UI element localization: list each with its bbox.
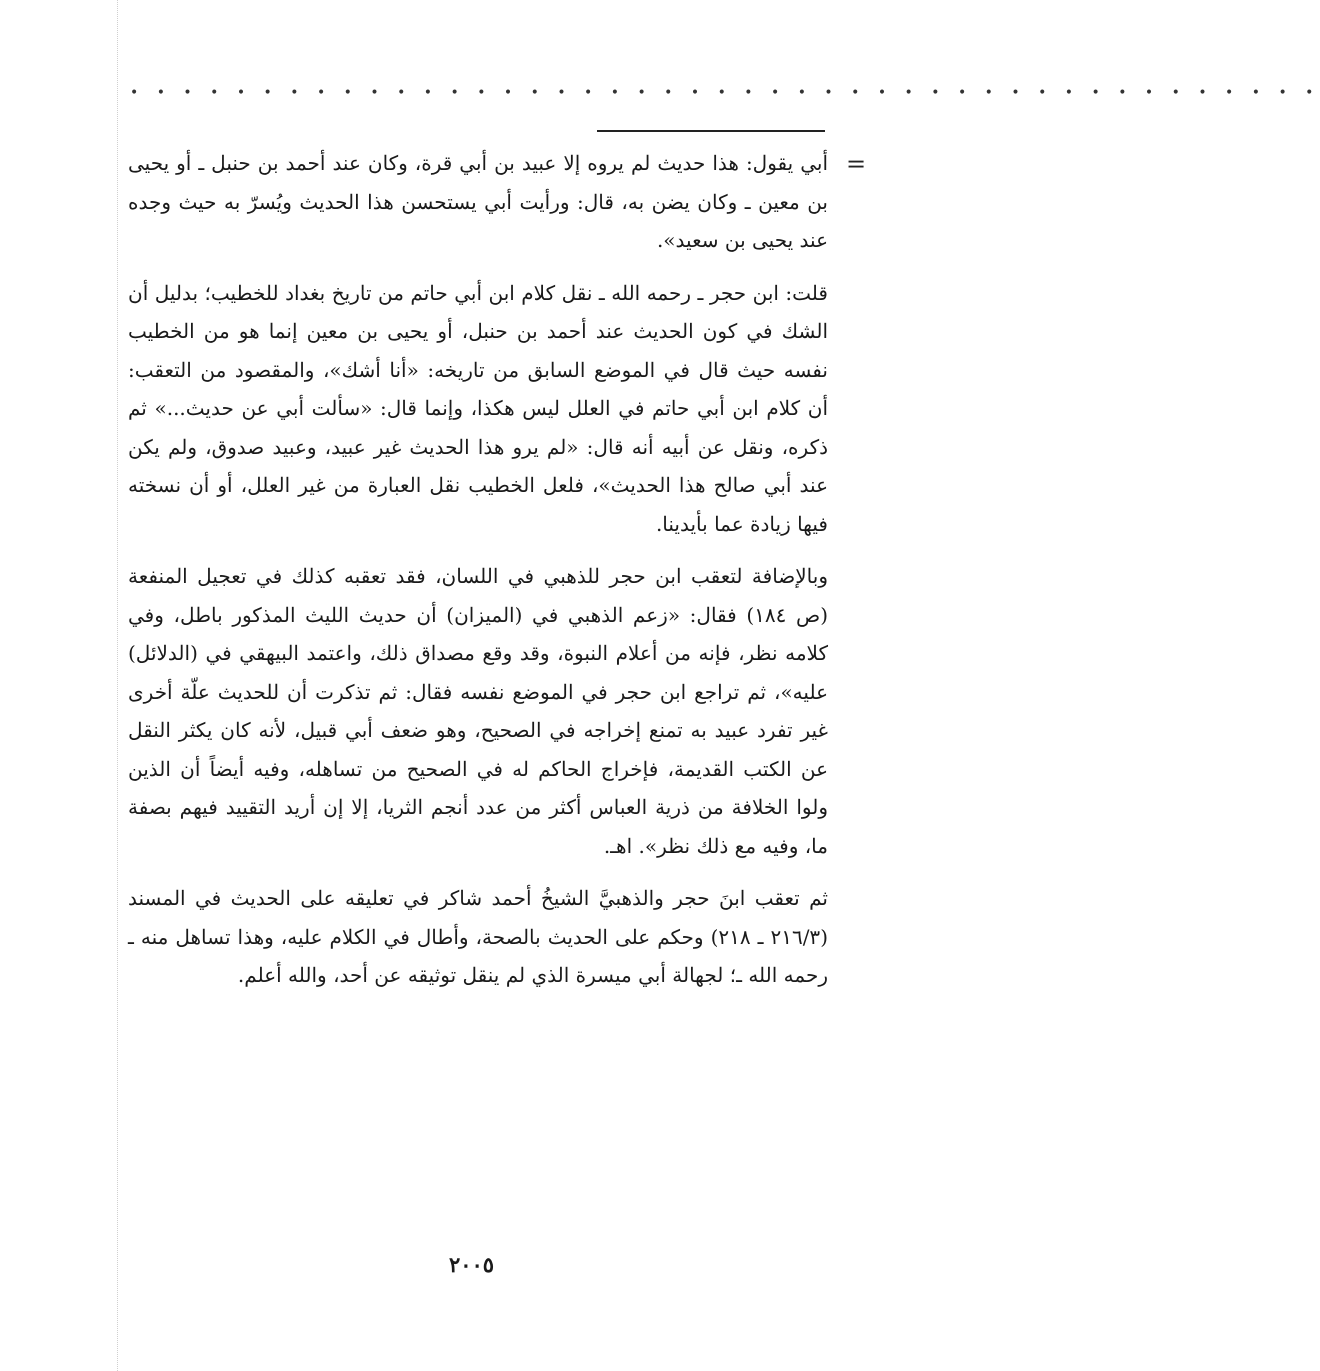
paragraph-3: وبالإضافة لتعقب ابن حجر للذهبي في اللسان، فقد تعقبه كذلك في تعجيل المنفعة (ص ١٨٤) فقال: «زعم الذهبي في (الميزان) أن حديث الليث المذكور باطل، وفي كلامه نظر، فإنه من أعلام النبوة، وقد وقع مصداق ذلك، واعتمد البيهقي في (الدلائل) عليه»، ثم تراجع ابن حجر في الموضع نفسه فقال: ثم تذكرت أن للحديث علّة أخرى غير تفرد عبيد به تمنع إخراجه في الصحيح، وهو ضعف أبي قبيل، لأنه كان يكثر النقل عن الكتب القديمة، فإخراج الحاكم له في الصحيح من تساهله، وفيه أيضاً أن الذين ولوا الخلافة من ذرية العباس أكثر من عدد أنجم الثريا، إلا إن أريد التقييد فيهم بصفة ما، وفيه مع ذلك نظر». اهـ. bbox=[128, 564, 828, 858]
page-number: ٢٠٠٥ bbox=[448, 1252, 495, 1277]
binding-gutter-line bbox=[117, 0, 118, 1371]
footnote-continuation-mark: = bbox=[846, 150, 867, 178]
paragraph-2: قلت: ابن حجر ـ رحمه الله ـ نقل كلام ابن أبي حاتم من تاريخ بغداد للخطيب؛ بدليل أن الشك في كون الحديث عند أحمد بن حنبل، أو يحيى بن معين إنما هو من الخطيب نفسه حيث قال في الموضع السابق من تاريخه: «أنا أشك»، والمقصود من التعقب: أن كلام ابن أبي حاتم في العلل ليس هكذا، وإنما قال: «سألت أبي عن حديث...» ثم ذكره، ونقل عن أبيه أنه قال: «لم يرو هذا الحديث غير عبيد، وعبيد صدوق، ولم يكن عند أبي صالح هذا الحديث»، فلعل الخطيب نقل العبارة من غير العلل، أو أن نسخته فيها زيادة عما بأيدينا. bbox=[128, 280, 828, 536]
section-rule bbox=[597, 130, 825, 132]
paragraph-4: ثم تعقب ابنَ حجر والذهبيَّ الشيخُ أحمد شاكر في تعليقه على الحديث في المسند (٢١٦/٣ ـ ٢١٨) وحكم على الحديث بالصحة، وأطال في الكلام عليه، وهذا تساهل منه ـ رحمه الله ـ؛ لجهالة أبي ميسرة الذي لم ينقل توثيقه عن أحد، والله أعلم. bbox=[128, 886, 828, 987]
header-dotted-line: • • • • • • • • • • • • • • • • • • • • • • • • • • • • • • • • • • • • • • • • • • • • • bbox=[130, 85, 1320, 101]
page-body bbox=[128, 144, 828, 1009]
paragraph-1: أبي يقول: هذا حديث لم يروه إلا عبيد بن أبي قرة، وكان عند أحمد بن حنبل ـ أو يحيى بن معين ـ وكان يضن به، قال: ورأيت أبي يستحسن هذا الحديث ويُسرّ به حيث وجده عند يحيى بن سعيد». bbox=[128, 151, 828, 252]
